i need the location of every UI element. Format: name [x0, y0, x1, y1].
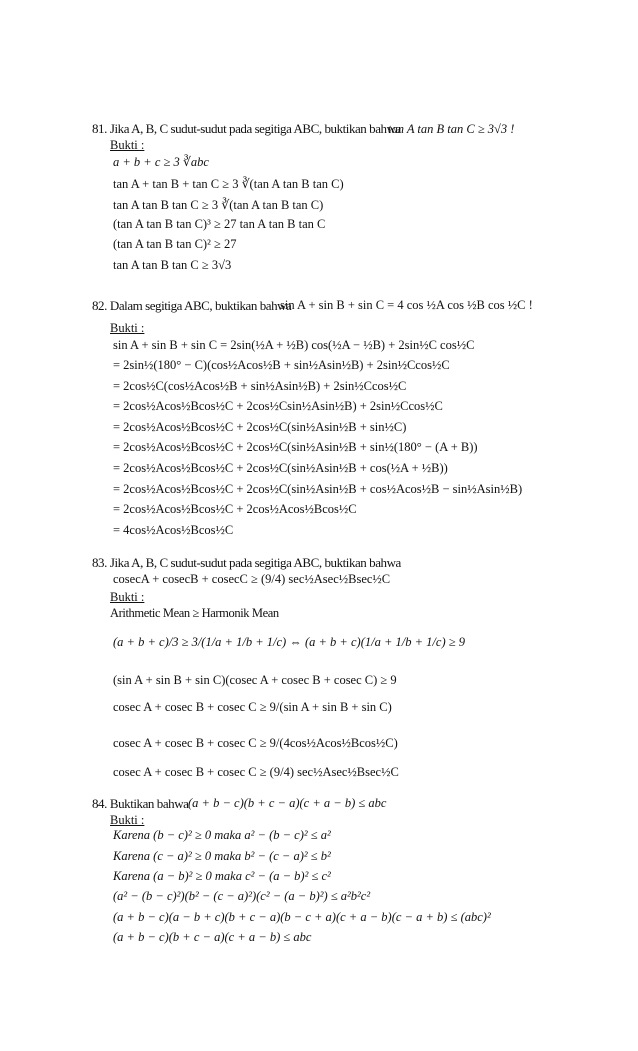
- proof-label: [110, 322, 144, 335]
- problem-number: 84.: [92, 796, 107, 811]
- proof-line: Karena (a − b)² ≥ 0 maka c² − (a − b)² ≤ c²: [113, 869, 331, 883]
- proof-line: tan A tan B tan C ≥ 3 ∛(tan A tan B tan C): [113, 198, 324, 212]
- proof-line: = 2cos½Acos½Bcos½C + 2cos½C(sin½Asin½B + sin½C): [113, 420, 407, 434]
- problem-number: 83.: [92, 555, 107, 570]
- proof-line: = 2cos½Acos½Bcos½C + 2cos½C(sin½Asin½B + cos(½A + ½B)): [113, 461, 448, 475]
- proof-label-text: Bukti :: [110, 321, 145, 335]
- problem-83-statement: [92, 556, 401, 569]
- proof-line: = 2cos½Acos½Bcos½C + 2cos½C(sin½Asin½B + sin½(180° − (A + B)): [113, 440, 478, 454]
- proof-line: (a + b − c)(b + c − a)(c + a − b) ≤ abc: [113, 930, 312, 944]
- problem-83-claim: cosecA + cosecB + cosecC ≥ (9/4) sec½Asec½Bsec½C: [113, 572, 391, 586]
- proof-line: (a + b − c)(a − b + c)(b + c − a)(b − c + a)(c + a − b)(c − a + b) ≤ (abc)²: [113, 910, 491, 924]
- problem-84-claim: (a + b − c)(b + c − a)(c + a − b) ≤ abc: [188, 796, 387, 810]
- proof-line: = 2cos½Acos½Bcos½C + 2cos½Acos½Bcos½C: [113, 502, 357, 516]
- problem-84-statement: [92, 797, 188, 810]
- proof-line: cosec A + cosec B + cosec C ≥ 9/(4cos½Acos½Bcos½C): [113, 736, 398, 750]
- problem-text: Jika A, B, C sudut-sudut pada segitiga ABC, buktikan bahwa: [109, 555, 401, 570]
- proof-line: cosec A + cosec B + cosec C ≥ (9/4) sec½Asec½Bsec½C: [113, 765, 399, 779]
- problem-82-claim: sin A + sin B + sin C = 4 cos ½A cos ½B cos ½C !: [280, 298, 533, 312]
- problem-text: Dalam segitiga ABC, buktikan bahwa: [109, 298, 292, 313]
- proof-line: tan A + tan B + tan C ≥ 3 ∛(tan A tan B tan C): [113, 177, 344, 191]
- problem-82-statement: [92, 299, 291, 312]
- proof-line: tan A tan B tan C ≥ 3√3: [113, 258, 232, 272]
- mean-inequality-line: Arithmetic Mean ≥ Harmonik Mean: [110, 606, 279, 620]
- proof-line: (tan A tan B tan C)³ ≥ 27 tan A tan B tan C: [113, 217, 326, 231]
- proof-line: a + b + c ≥ 3 ∛abc: [113, 155, 209, 169]
- proof-line: sin A + sin B + sin C = 2sin(½A + ½B) cos(½A − ½B) + 2sin½C cos½C: [113, 338, 475, 352]
- problem-number: 81.: [92, 121, 107, 136]
- proof-label: [110, 139, 144, 152]
- problem-81-statement: [92, 122, 401, 135]
- proof-line: (a² − (b − c)²)(b² − (c − a)²)(c² − (a − b)²) ≤ a²b²c²: [113, 889, 371, 903]
- proof-label: [110, 814, 144, 827]
- proof-line: (tan A tan B tan C)² ≥ 27: [113, 237, 237, 251]
- proof-line: = 4cos½Acos½Bcos½C: [113, 523, 234, 537]
- proof-label-text: Bukti :: [110, 813, 145, 827]
- problem-number: 82.: [92, 298, 107, 313]
- problem-text: Jika A, B, C sudut-sudut pada segitiga ABC, buktikan bahwa: [109, 121, 401, 136]
- proof-line: = 2sin½(180° − C)(cos½Acos½B + sin½Asin½B) + 2sin½Ccos½C: [113, 358, 450, 372]
- proof-line: = 2cos½Acos½Bcos½C + 2cos½Csin½Asin½B) + 2sin½Ccos½C: [113, 399, 443, 413]
- proof-line: = 2cos½C(cos½Acos½B + sin½Asin½B) + 2sin½Ccos½C: [113, 379, 407, 393]
- proof-label-text: Bukti :: [110, 590, 145, 604]
- problem-text: Buktikan bahwa: [109, 796, 189, 811]
- proof-line: cosec A + cosec B + cosec C ≥ 9/(sin A + sin B + sin C): [113, 700, 392, 714]
- proof-label-text: Bukti :: [110, 138, 145, 152]
- proof-line: (a + b + c)/3 ≥ 3/(1/a + 1/b + 1/c) ⇔ (a + b + c)(1/a + 1/b + 1/c) ≥ 9: [113, 635, 465, 649]
- proof-label: [110, 591, 144, 604]
- problem-81-claim: tan A tan B tan C ≥ 3√3 !: [388, 122, 515, 136]
- proof-line: Karena (b − c)² ≥ 0 maka a² − (b − c)² ≤ a²: [113, 828, 331, 842]
- proof-line: (sin A + sin B + sin C)(cosec A + cosec B + cosec C) ≥ 9: [113, 673, 397, 687]
- proof-line: Karena (c − a)² ≥ 0 maka b² − (c − a)² ≤ b²: [113, 849, 331, 863]
- proof-line: = 2cos½Acos½Bcos½C + 2cos½C(sin½Asin½B + cos½Acos½B − sin½Asin½B): [113, 482, 523, 496]
